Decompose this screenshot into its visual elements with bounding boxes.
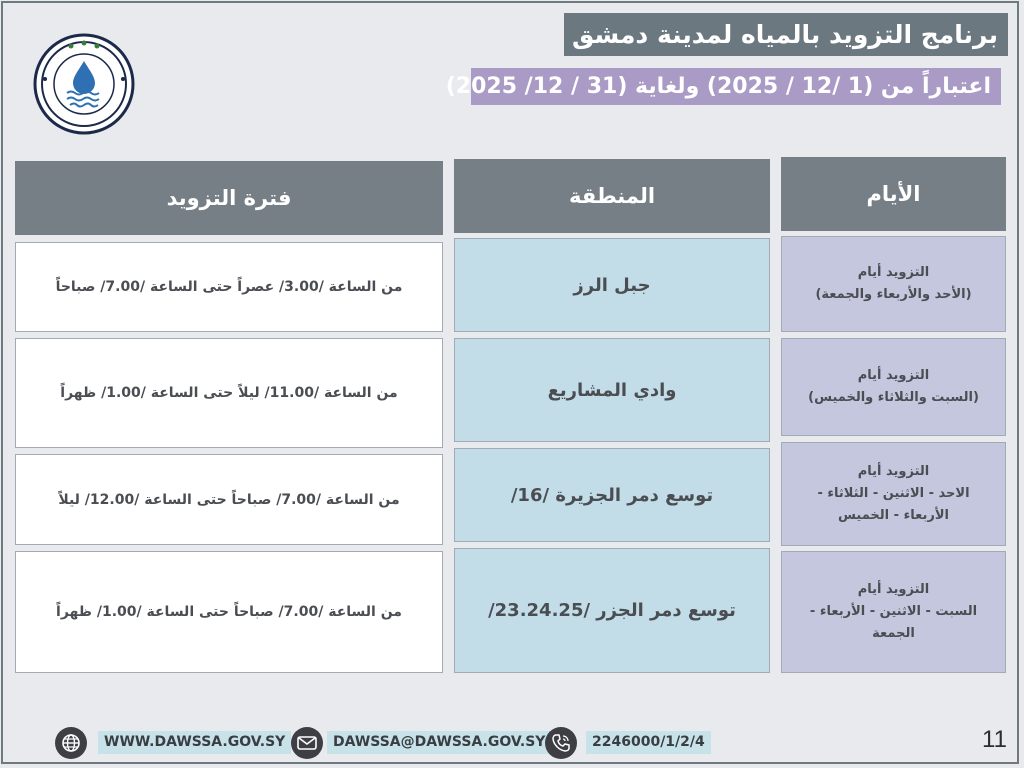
days-list: (السبت والثلاثاء والخميس): [808, 390, 979, 405]
email-link[interactable]: DAWSSA@DAWSSA.GOV.SY: [327, 731, 551, 754]
days-label: التزويد أيام: [857, 265, 930, 280]
table-row-4-days: [781, 551, 1006, 673]
table-row-2-days: [781, 338, 1006, 436]
column-header-area: المنطقة: [454, 159, 770, 233]
days-label: التزويد أيام: [857, 368, 930, 383]
water-drop-logo-icon: [33, 33, 135, 135]
table-row-3-days: [781, 442, 1006, 546]
table-row-1-days: [781, 236, 1006, 332]
table-row-4-period: من الساعة /7.00/ صباحاً حتى الساعة /1.00/ ظهراً: [15, 551, 443, 673]
page-title: برنامج التزويد بالمياه لمدينة دمشق: [564, 13, 1008, 56]
mail-icon: [291, 727, 323, 759]
table-row-1-area: جبل الرز: [454, 238, 770, 332]
website-link[interactable]: WWW.DAWSSA.GOV.SY: [98, 731, 291, 754]
table-row-1-period: من الساعة /3.00/ عصراً حتى الساعة /7.00/ صباحاً: [15, 242, 443, 332]
table-row-3-period: من الساعة /7.00/ صباحاً حتى الساعة /12.00/ ليلاً: [15, 454, 443, 545]
page-number: 11: [982, 726, 1007, 753]
phone-icon: [545, 727, 577, 759]
table-row-2-area: وادي المشاريع: [454, 338, 770, 442]
days-list-cont: الجمعة: [872, 626, 915, 641]
table-row-4-area: توسع دمر الجزر /23.24.25/: [454, 548, 770, 673]
days-list: الاحد - الاثنين - الثلاثاء -: [817, 486, 970, 501]
days-list-cont: الأربعاء - الخميس: [838, 508, 949, 523]
days-list: السبت - الاثنين - الأربعاء -: [809, 604, 978, 619]
column-header-period: فترة التزويد: [15, 161, 443, 235]
phone-number: 2246000/1/2/4: [586, 731, 711, 754]
globe-icon: [55, 727, 87, 759]
column-header-days: الأيام: [781, 157, 1006, 231]
days-label: التزويد أيام: [857, 464, 930, 479]
date-range-subtitle: اعتباراً من (1 /12 / 2025) ولغاية (31 / 12/ 2025): [471, 68, 1001, 105]
organization-logo: [33, 33, 135, 135]
table-row-3-area: توسع دمر الجزيرة /16/: [454, 448, 770, 542]
days-label: التزويد أيام: [857, 582, 930, 597]
days-list: (الأحد والأربعاء والجمعة): [815, 287, 972, 302]
table-row-2-period: من الساعة /11.00/ ليلاً حتى الساعة /1.00/ ظهراً: [15, 338, 443, 448]
